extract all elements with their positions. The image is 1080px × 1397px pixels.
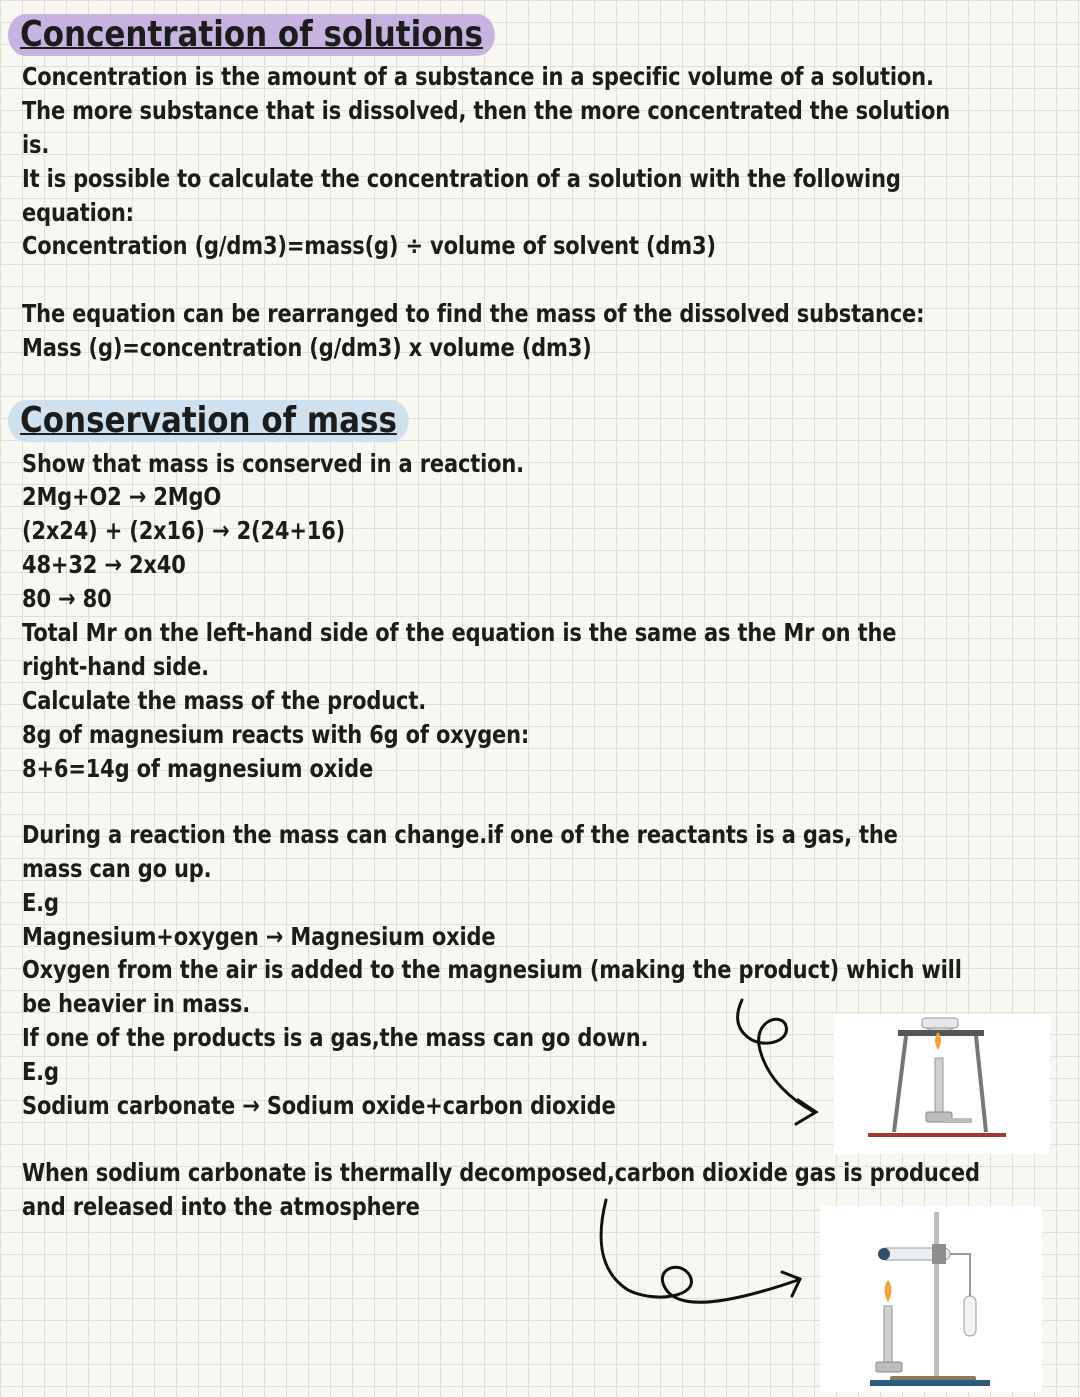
curved-arrow-icon	[601, 1200, 798, 1302]
arrow-right-icon: →	[212, 516, 230, 545]
equation-left: 48+32	[22, 550, 98, 579]
arrow-right-icon: →	[242, 1091, 260, 1120]
text-line: Concentration is the amount of a substance in a specific volume of a solution.	[22, 62, 934, 91]
text-line: 8+6=14g of magnesium oxide	[22, 754, 374, 783]
text-line: E.g	[22, 1057, 59, 1086]
text-line: The more substance that is dissolved, then the more concentrated the solution	[22, 96, 951, 125]
text-line: Oxygen from the air is added to the magnesium (making the product) which will	[22, 955, 962, 984]
arrow-right-icon: →	[128, 482, 147, 511]
text-line: mass can go up.	[22, 854, 212, 883]
equation-left: 2Mg+O2	[22, 482, 122, 511]
equation-left: 80	[22, 584, 51, 613]
arrow-right-icon: →	[104, 550, 122, 579]
equation-right: 80	[82, 584, 112, 613]
text-line: and released into the atmosphere	[22, 1192, 420, 1221]
equation-right: 2MgO	[153, 482, 222, 511]
equation-right: Sodium oxide+carbon dioxide	[266, 1091, 616, 1120]
text-line: right-hand side.	[22, 652, 209, 681]
text-line: equation:	[22, 198, 134, 227]
equation-left: Magnesium+oxygen	[22, 922, 259, 951]
text-line: is.	[22, 130, 50, 159]
text-line: When sodium carbonate is thermally decomposed,carbon dioxide gas is produced	[22, 1158, 980, 1187]
text-line: 8g of magnesium reacts with 6g of oxygen:	[22, 720, 530, 749]
text-line: The equation can be rearranged to find the mass of the dissolved substance:	[22, 299, 925, 328]
text-line: During a reaction the mass can change.if one of the reactants is a gas, the	[22, 820, 898, 849]
text-line: Show that mass is conserved in a reaction.	[22, 449, 524, 478]
concentration-formula: Concentration (g/dm3)=mass(g) ÷ volume of solvent (dm3)	[22, 231, 716, 260]
equation-left: Sodium carbonate	[22, 1091, 236, 1120]
arrow-right-icon: →	[265, 922, 284, 951]
arrow-right-icon: →	[58, 584, 76, 613]
equation-right: Magnesium oxide	[290, 922, 496, 951]
equation-left: (2x24) + (2x16)	[22, 516, 205, 545]
mass-formula: Mass (g)=concentration (g/dm3) x volume (dm3)	[22, 333, 592, 362]
equation-right: 2x40	[128, 550, 186, 579]
text-line: be heavier in mass.	[22, 989, 251, 1018]
text-line: If one of the products is a gas,the mass can go down.	[22, 1023, 649, 1052]
heading-conservation: Conservation of mass	[8, 400, 409, 442]
text-line: Calculate the mass of the product.	[22, 686, 427, 715]
text-line: Total Mr on the left-hand side of the equation is the same as the Mr on the	[22, 618, 897, 647]
heading-concentration: Concentration of solutions	[8, 14, 495, 56]
text-line: It is possible to calculate the concentration of a solution with the following	[22, 164, 901, 193]
text-line: E.g	[22, 888, 59, 917]
curved-arrow-icon	[738, 1000, 814, 1112]
equation-right: 2(24+16)	[236, 516, 346, 545]
